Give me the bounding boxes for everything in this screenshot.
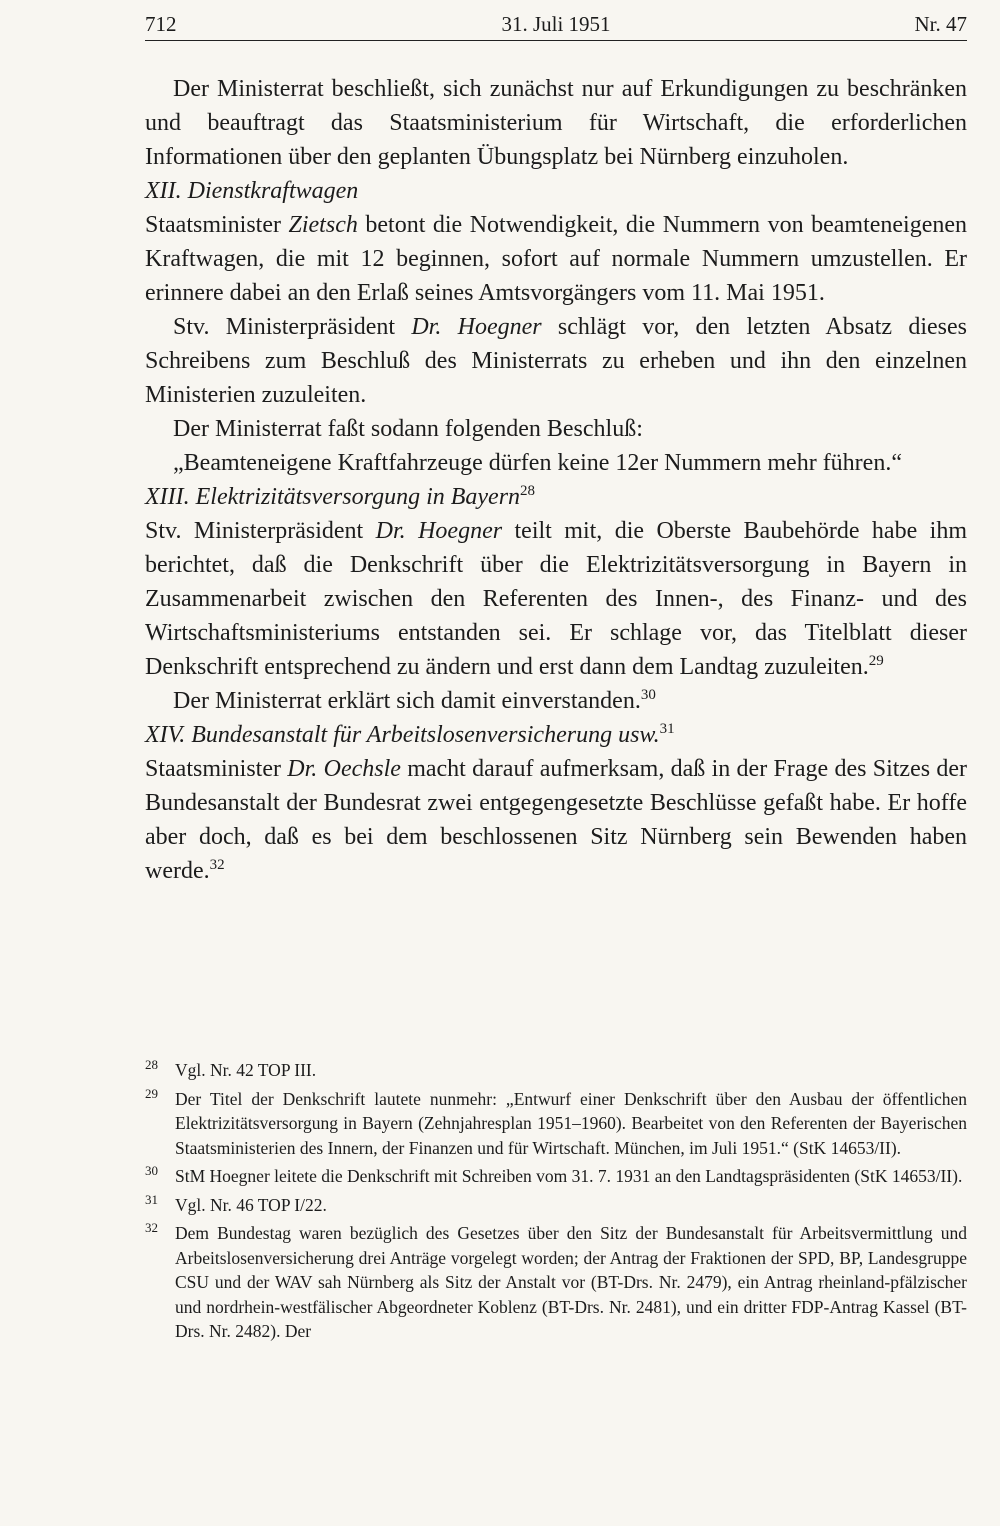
paragraph-oechsle: Staatsminister Dr. Oechsle macht darauf aufmerksam, daß in der Frage des Sitzes der Bundesanstalt der Bundesrat zwei entgegengesetzte Beschlüsse gefaßt habe. Er hoffe aber doch, daß es bei dem beschlossenen Sitz Nürnberg sein Bewenden haben werde.$^{32}$ bbox=[145, 756, 968, 884]
paragraph-einverstanden: Der Ministerrat erklärt sich damit einverstanden.$^{30}$ bbox=[173, 687, 656, 714]
footnote bbox=[145, 1193, 967, 1218]
page-number: 712 bbox=[145, 12, 177, 36]
paragraph-denkschrift: Stv. Ministerpräsident Dr. Hoegner teilt mit, die Oberste Baubehörde habe ihm berichtet, daß die Denkschrift über die Elektrizitätsversorgung in Bayern in Zusammenarbeit zwischen den Referenten des Innen-, des Finanz- und des Wirtschaftsministeriums entstanden sei. Er schlage vor, das Titelblatt dieser Denkschrift entsprechend zu ändern und erst dann dem Landtag zuzuleiten.$^{29}$ bbox=[145, 518, 968, 680]
section-heading-xiv: XIV. Bundesanstalt für Arbeitslosenversicherung usw.$^{31}$ bbox=[145, 721, 675, 748]
footnote-number: 32 bbox=[145, 1220, 158, 1235]
footnote-ref: 31 bbox=[659, 721, 675, 737]
footnotes bbox=[145, 1058, 967, 1348]
person-name: Dr. Hoegner bbox=[375, 518, 503, 544]
footnote-text: Der Titel der Denkschrift lautete nunmehr: „Entwurf einer Denkschrift über den Ausbau der öffentlichen Elektrizitätsversorgung in Bayern (Zehnjahresplan 1951–1960). Bearbeitet von den Referenten der Bayerischen Staatsministerien des Innern, der Finanzen und für Wirtschaft. München, im Juli 1951.“ (StK 14653/II). bbox=[175, 1088, 967, 1158]
paragraph-zietsch: Staatsminister Zietsch betont die Notwendigkeit, die Nummern von beamteneigenen Kraftwagen, die mit 12 beginnen, sofort auf normale Nummern umzustellen. Er erinnere dabei an den Erlaß seines Amtsvorgängers vom 11. Mai 1951. bbox=[145, 212, 968, 306]
footnote-number: 31 bbox=[145, 1191, 158, 1207]
footnote bbox=[145, 1087, 967, 1161]
person-name: Dr. Hoegner bbox=[411, 314, 542, 340]
header-date: 31. Juli 1951 bbox=[501, 12, 611, 36]
running-header bbox=[145, 8, 967, 40]
footnote bbox=[145, 1164, 967, 1189]
person-name: Zietsch bbox=[288, 212, 358, 238]
paragraph-beschluss: Der Ministerrat faßt sodann folgenden Beschluß: bbox=[173, 416, 643, 442]
footnote-text: StM Hoegner leitete die Denkschrift mit Schreiben vom 31. 7. 1931 an den Landtagspräsidenten (StK 14653/II). bbox=[175, 1166, 963, 1186]
footnote-text: Vgl. Nr. 42 TOP III. bbox=[175, 1060, 317, 1080]
footnote-ref: 32 bbox=[209, 857, 225, 873]
footnote-ref: 29 bbox=[868, 653, 884, 669]
footnote bbox=[145, 1221, 967, 1344]
footnote-text: Dem Bundestag waren bezüglich des Gesetzes über den Sitz der Bundesanstalt für Arbeitsvermittlung und Arbeitslosenversicherung drei Anträge vorgelegt worden; der Antrag der Fraktionen der SPD, BP, Landesgruppe CSU und der WAV sah Nürnberg als Sitz der Anstalt vor (BT-Drs. Nr. 2479), ein Antrag rheinland-pfälzischer und nordrhein-westfälischer Abgeordneter Koblenz (BT-Drs. Nr. 2481), und ein dritter FDP-Antrag Kassel (BT-Drs. Nr. 2482). Der bbox=[175, 1223, 967, 1341]
footnote-number: 28 bbox=[145, 1057, 158, 1072]
footnote-number: 30 bbox=[145, 1163, 158, 1178]
header-rule bbox=[145, 40, 967, 41]
main-text bbox=[145, 72, 967, 888]
footnote-text: Vgl. Nr. 46 TOP I/22. bbox=[175, 1194, 327, 1215]
resolution-quote: „Beamteneigene Kraftfahrzeuge dürfen keine 12er Nummern mehr führen.“ bbox=[173, 450, 902, 476]
paragraph-hoegner-proposal: Stv. Ministerpräsident Dr. Hoegner schlägt vor, den letzten Absatz dieses Schreibens zum Beschluß des Ministerrats zu erheben und ihn den einzelnen Ministerien zuzuleiten. bbox=[145, 314, 967, 408]
footnote bbox=[145, 1058, 967, 1083]
footnote-number: 29 bbox=[145, 1085, 158, 1101]
footnote-ref: 28 bbox=[520, 483, 536, 499]
paragraph-uebungsplatz: Der Ministerrat beschließt, sich zunächst nur auf Erkundigungen zu beschränken und beauftragt das Staatsministerium für Wirtschaft, die erforderlichen Informationen über den geplanten Übungsplatz bei Nürnberg einzuholen. bbox=[145, 76, 967, 170]
footnote-ref: 30 bbox=[640, 687, 656, 703]
person-name: Dr. Oechsle bbox=[287, 756, 401, 782]
section-heading-xiii: XIII. Elektrizitätsversorgung in Bayern$^{28}$ bbox=[145, 483, 536, 510]
issue-number: Nr. 47 bbox=[914, 12, 967, 36]
section-heading-xii: XII. Dienstkraftwagen bbox=[145, 178, 359, 204]
